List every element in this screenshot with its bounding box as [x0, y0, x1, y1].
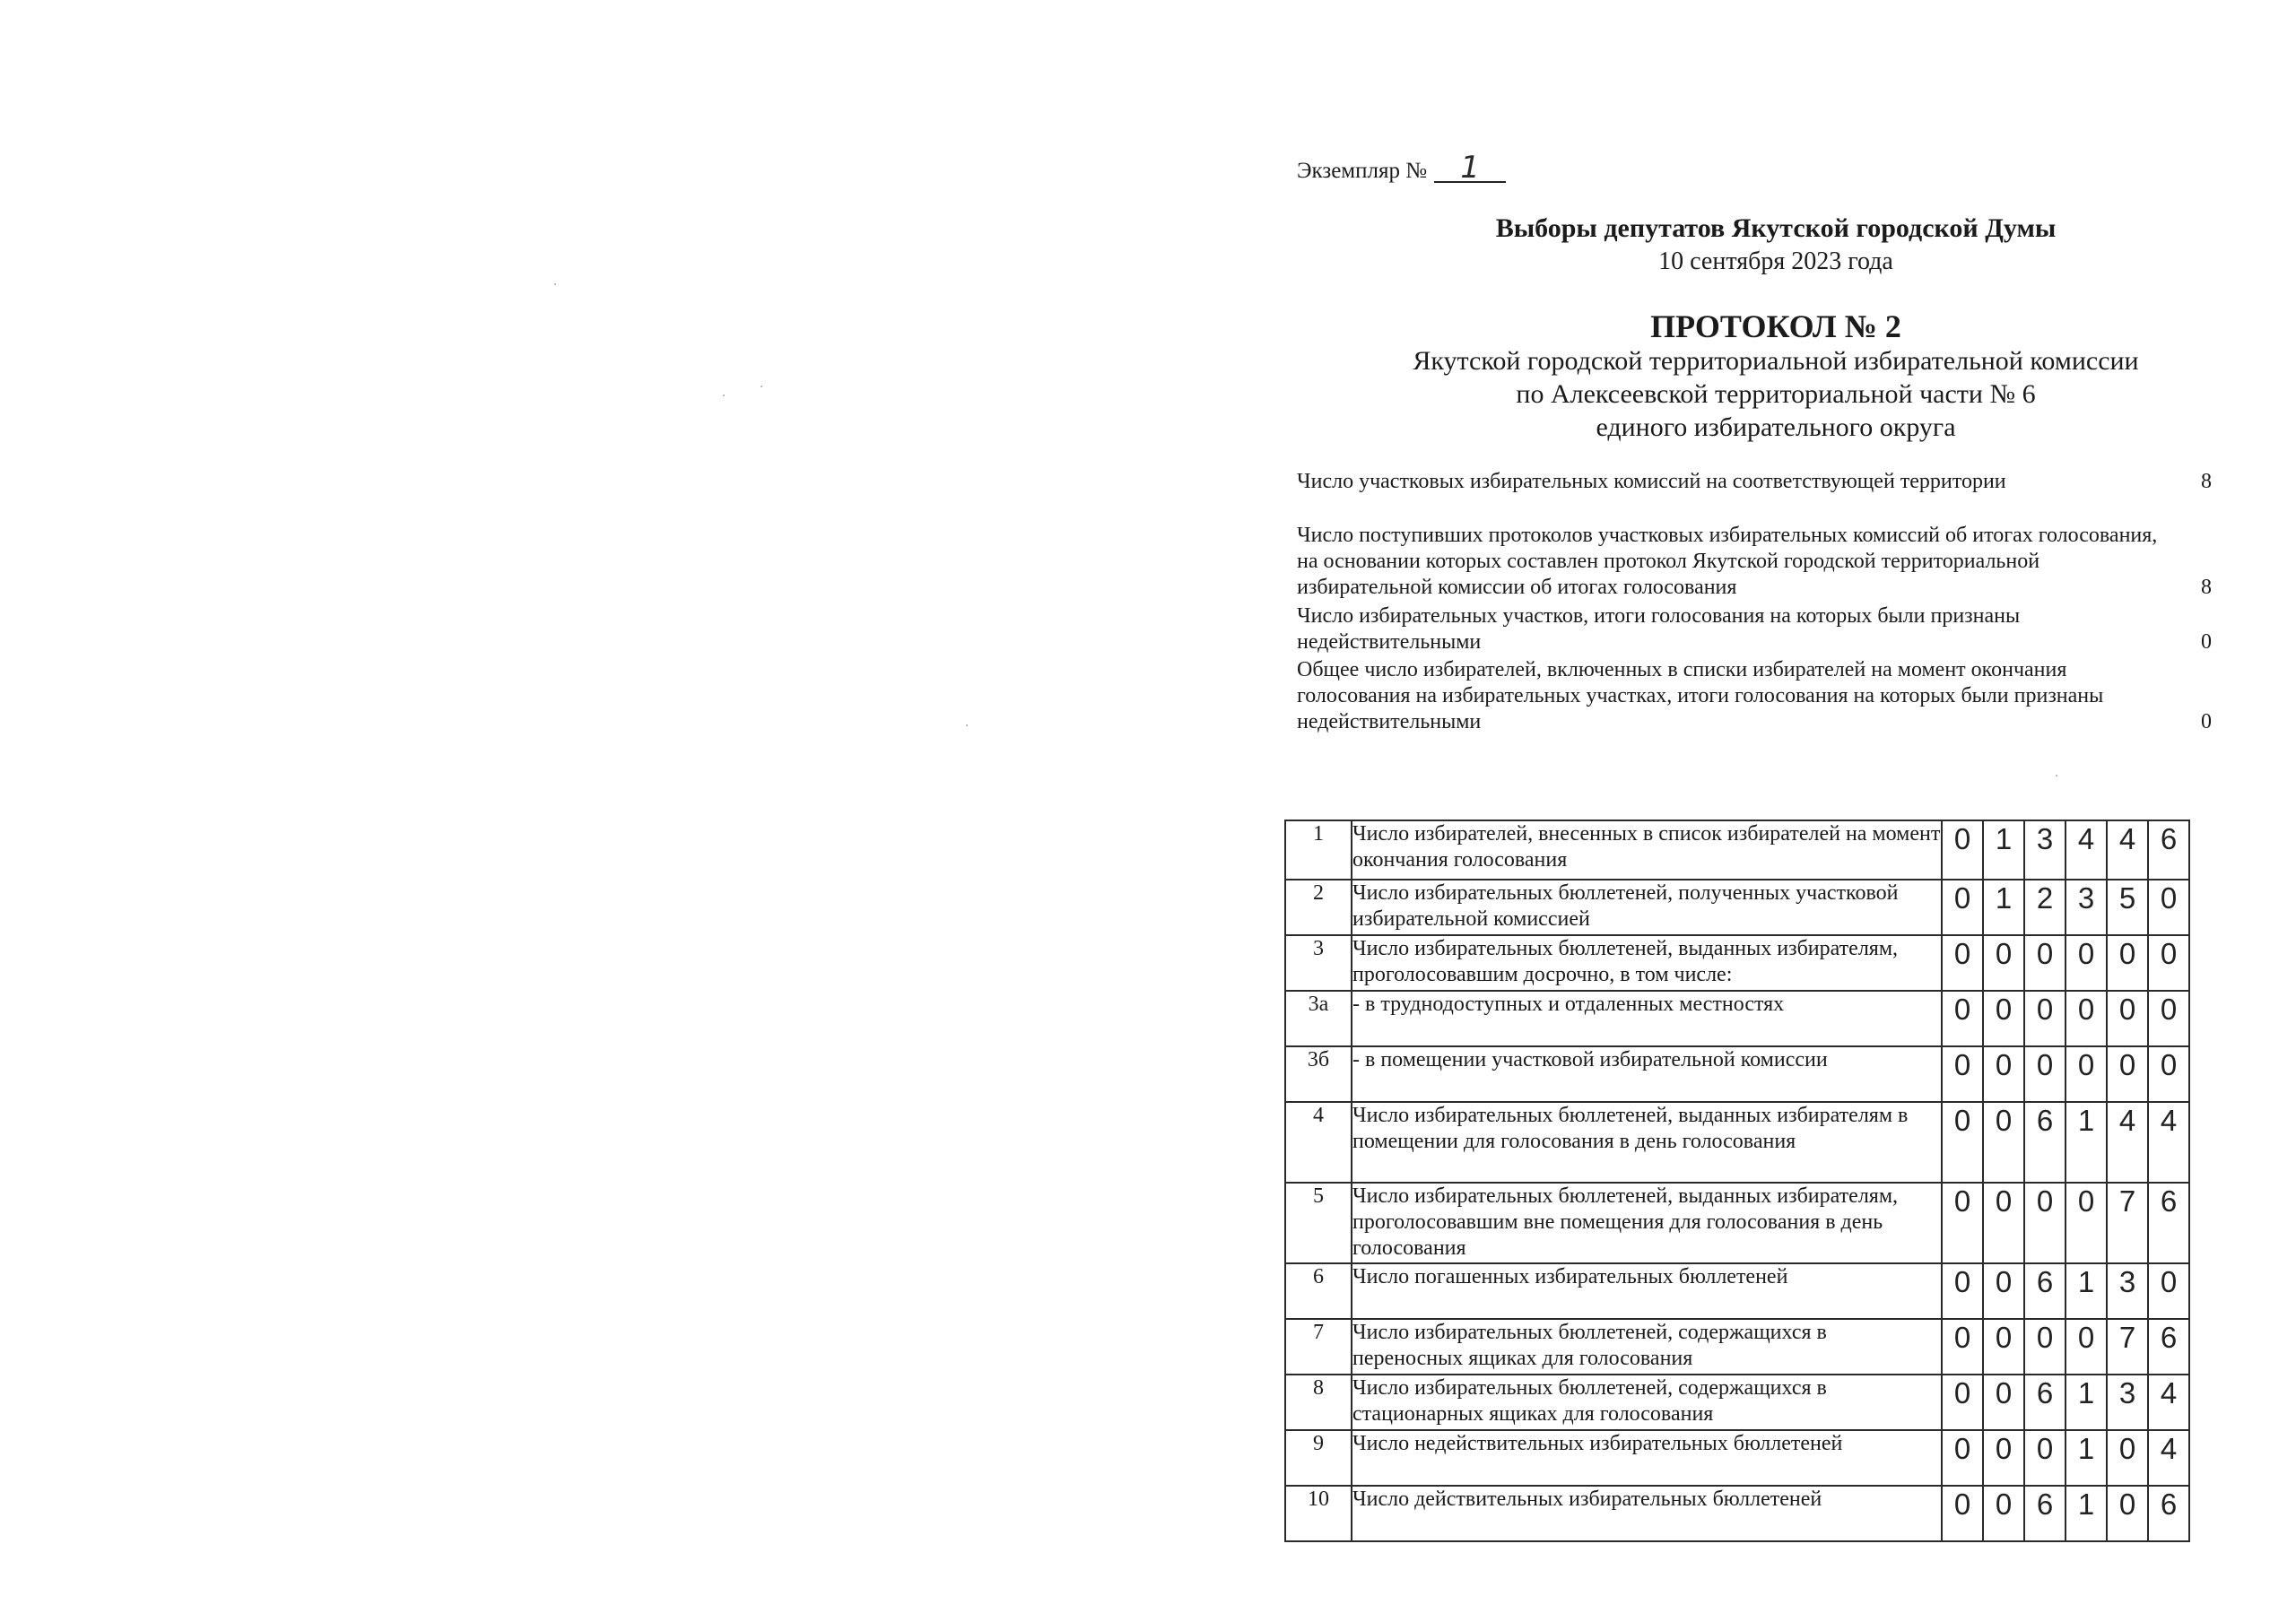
- row-number: 9: [1285, 1430, 1352, 1486]
- digit-cell: 4: [2066, 820, 2107, 880]
- digit-cell: 1: [1983, 880, 2024, 935]
- digit-cell: 0: [2148, 935, 2189, 991]
- digit-cell: 4: [2107, 820, 2148, 880]
- summary-item: [1297, 657, 2212, 735]
- digit-cell: 0: [1983, 1046, 2024, 1102]
- digit-cell: 0: [2148, 1046, 2189, 1102]
- row-description: Число избирательных бюллетеней, полученных участковой избирательной комиссией: [1352, 880, 1942, 935]
- digit-cell: 1: [2066, 1102, 2107, 1183]
- results-table: [1284, 820, 2190, 1542]
- digit-cell: 6: [2148, 1486, 2189, 1541]
- table-row: [1285, 1319, 2189, 1375]
- table-row: [1285, 991, 2189, 1046]
- digit-cell: 0: [1983, 1102, 2024, 1183]
- digit-cell: 7: [2107, 1319, 2148, 1375]
- summary-value: 8: [2201, 576, 2212, 599]
- digit-cell: 0: [2148, 991, 2189, 1046]
- digit-cell: 0: [1942, 1319, 1983, 1375]
- digit-cell: 6: [2148, 820, 2189, 880]
- digit-cell: 0: [1983, 991, 2024, 1046]
- digit-cell: 2: [2024, 880, 2066, 935]
- digit-cell: 0: [1983, 935, 2024, 991]
- commission-line: по Алексеевской территориальной части № 6: [1516, 379, 2036, 409]
- digit-cell: 0: [2107, 935, 2148, 991]
- row-description: Число погашенных избирательных бюллетеней: [1352, 1263, 1942, 1319]
- digit-cell: 0: [2024, 991, 2066, 1046]
- table-row: [1285, 1263, 2189, 1319]
- row-number: 3а: [1285, 991, 1352, 1046]
- digit-cell: 1: [2066, 1486, 2107, 1541]
- digit-cell: 0: [2066, 935, 2107, 991]
- row-number: 4: [1285, 1102, 1352, 1183]
- digit-cell: 0: [1942, 1046, 1983, 1102]
- digit-cell: 0: [1983, 1319, 2024, 1375]
- digit-cell: 3: [2024, 820, 2066, 880]
- digit-cell: 0: [1942, 880, 1983, 935]
- digit-cell: 6: [2148, 1319, 2189, 1375]
- row-number: 6: [1285, 1263, 1352, 1319]
- digit-cell: 0: [1942, 935, 1983, 991]
- digit-cell: 0: [2024, 1430, 2066, 1486]
- digit-cell: 4: [2148, 1102, 2189, 1183]
- digit-cell: 0: [1942, 820, 1983, 880]
- row-description: Число избирательных бюллетеней, содержащихся в стационарных ящиках для голосования: [1352, 1375, 1942, 1430]
- election-date: 10 сентября 2023 года: [1658, 247, 1893, 275]
- scan-speck: [761, 386, 762, 387]
- digit-cell: 3: [2066, 880, 2107, 935]
- digit-cell: 0: [2066, 1183, 2107, 1263]
- summary-value: 0: [2201, 630, 2212, 654]
- copy-number-handwritten: 1: [1434, 154, 1506, 183]
- summary-item: [1297, 603, 2212, 655]
- digit-cell: 1: [2066, 1375, 2107, 1430]
- digit-cell: 0: [2066, 1319, 2107, 1375]
- digit-cell: 4: [2148, 1375, 2189, 1430]
- summary-text: Число участковых избирательных комиссий на соответствующей территории: [1297, 470, 2006, 493]
- digit-cell: 0: [2107, 1486, 2148, 1541]
- digit-cell: 0: [1942, 1375, 1983, 1430]
- digit-cell: 1: [1983, 820, 2024, 880]
- row-description: Число избирательных бюллетеней, выданных избирателям, проголосовавшим вне помещения для голосования в день голосования: [1352, 1183, 1942, 1263]
- digit-cell: 6: [2024, 1375, 2066, 1430]
- digit-cell: 7: [2107, 1183, 2148, 1263]
- digit-cell: 6: [2024, 1486, 2066, 1541]
- digit-cell: 6: [2148, 1183, 2189, 1263]
- row-number: 2: [1285, 880, 1352, 935]
- digit-cell: 3: [2107, 1263, 2148, 1319]
- table-row: [1285, 935, 2189, 991]
- row-number: 3б: [1285, 1046, 1352, 1102]
- summary-item: [1297, 523, 2212, 601]
- digit-cell: 1: [2066, 1263, 2107, 1319]
- digit-cell: 5: [2107, 880, 2148, 935]
- digit-cell: 0: [1983, 1430, 2024, 1486]
- copy-label: Экземпляр №: [1297, 159, 1428, 183]
- digit-cell: 0: [2148, 1263, 2189, 1319]
- row-description: Число избирательных бюллетеней, содержащихся в переносных ящиках для голосования: [1352, 1319, 1942, 1375]
- digit-cell: 6: [2024, 1102, 2066, 1183]
- summary-value: 0: [2201, 710, 2212, 733]
- summary-text: Число избирательных участков, итоги голосования на которых были признаны недействительными: [1297, 604, 2021, 654]
- digit-cell: 0: [2066, 1046, 2107, 1102]
- commission-name: [1381, 344, 2170, 444]
- digit-cell: 6: [2024, 1263, 2066, 1319]
- table-row: [1285, 1102, 2189, 1183]
- row-number: 1: [1285, 820, 1352, 880]
- row-description: Число избирателей, внесенных в список избирателей на момент окончания голосования: [1352, 820, 1942, 880]
- scan-speck: [966, 724, 968, 726]
- digit-cell: 0: [1942, 1263, 1983, 1319]
- scan-speck: [554, 283, 556, 285]
- digit-cell: 0: [1942, 991, 1983, 1046]
- commission-line: Якутской городской территориальной избирательной комиссии: [1413, 346, 2139, 376]
- digit-cell: 0: [1942, 1183, 1983, 1263]
- protocol-title: ПРОТОКОЛ № 2: [1650, 308, 1901, 344]
- row-description: Число избирательных бюллетеней, выданных избирателям, проголосовавшим досрочно, в том числе:: [1352, 935, 1942, 991]
- row-description: Число недействительных избирательных бюллетеней: [1352, 1430, 1942, 1486]
- table-row: [1285, 1375, 2189, 1430]
- summary-text: Общее число избирателей, включенных в списки избирателей на момент окончания голосования на избирательных участках, итоги голосования на которых были признаны недействительными: [1297, 658, 2104, 733]
- digit-cell: 0: [2148, 880, 2189, 935]
- table-row: [1285, 1183, 2189, 1263]
- table-row: [1285, 820, 2189, 880]
- table-row: [1285, 1486, 2189, 1541]
- digit-cell: 0: [2107, 991, 2148, 1046]
- digit-cell: 0: [2024, 1046, 2066, 1102]
- digit-cell: 0: [2107, 1430, 2148, 1486]
- digit-cell: 0: [2024, 1183, 2066, 1263]
- row-number: 5: [1285, 1183, 1352, 1263]
- commission-line: единого избирательного округа: [1596, 412, 1956, 442]
- summary-item: [1297, 469, 2212, 495]
- digit-cell: 0: [1942, 1486, 1983, 1541]
- digit-cell: 4: [2107, 1102, 2148, 1183]
- copy-number-line: [1297, 150, 1506, 186]
- row-description: Число избирательных бюллетеней, выданных избирателям в помещении для голосования в день голосования: [1352, 1102, 1942, 1183]
- election-title: Выборы депутатов Якутской городской Думы: [1495, 213, 2057, 243]
- row-number: 10: [1285, 1486, 1352, 1541]
- scan-speck: [723, 395, 725, 396]
- table-row: [1285, 880, 2189, 935]
- digit-cell: 0: [1983, 1183, 2024, 1263]
- table-row: [1285, 1430, 2189, 1486]
- digit-cell: 0: [2024, 1319, 2066, 1375]
- summary-text: Число поступивших протоколов участковых избирательных комиссий об итогах голосования, на основании которых составлен протокол Якутской городской территориальной избирательной комиссии об итогах голосования: [1297, 524, 2158, 599]
- row-number: 3: [1285, 935, 1352, 991]
- digit-cell: 4: [2148, 1430, 2189, 1486]
- row-number: 8: [1285, 1375, 1352, 1430]
- digit-cell: 0: [2024, 935, 2066, 991]
- row-description: - в труднодоступных и отдаленных местностях: [1352, 991, 1942, 1046]
- digit-cell: 0: [1983, 1263, 2024, 1319]
- digit-cell: 0: [1942, 1430, 1983, 1486]
- digit-cell: 0: [1983, 1486, 2024, 1541]
- digit-cell: 0: [2066, 991, 2107, 1046]
- row-description: Число действительных избирательных бюллетеней: [1352, 1486, 1942, 1541]
- digit-cell: 0: [1942, 1102, 1983, 1183]
- row-number: 7: [1285, 1319, 1352, 1375]
- row-description: - в помещении участковой избирательной комиссии: [1352, 1046, 1942, 1102]
- scan-speck: [2056, 775, 2057, 776]
- digit-cell: 3: [2107, 1375, 2148, 1430]
- table-row: [1285, 1046, 2189, 1102]
- summary-value: 8: [2201, 470, 2212, 493]
- digit-cell: 0: [2107, 1046, 2148, 1102]
- digit-cell: 0: [1983, 1375, 2024, 1430]
- digit-cell: 1: [2066, 1430, 2107, 1486]
